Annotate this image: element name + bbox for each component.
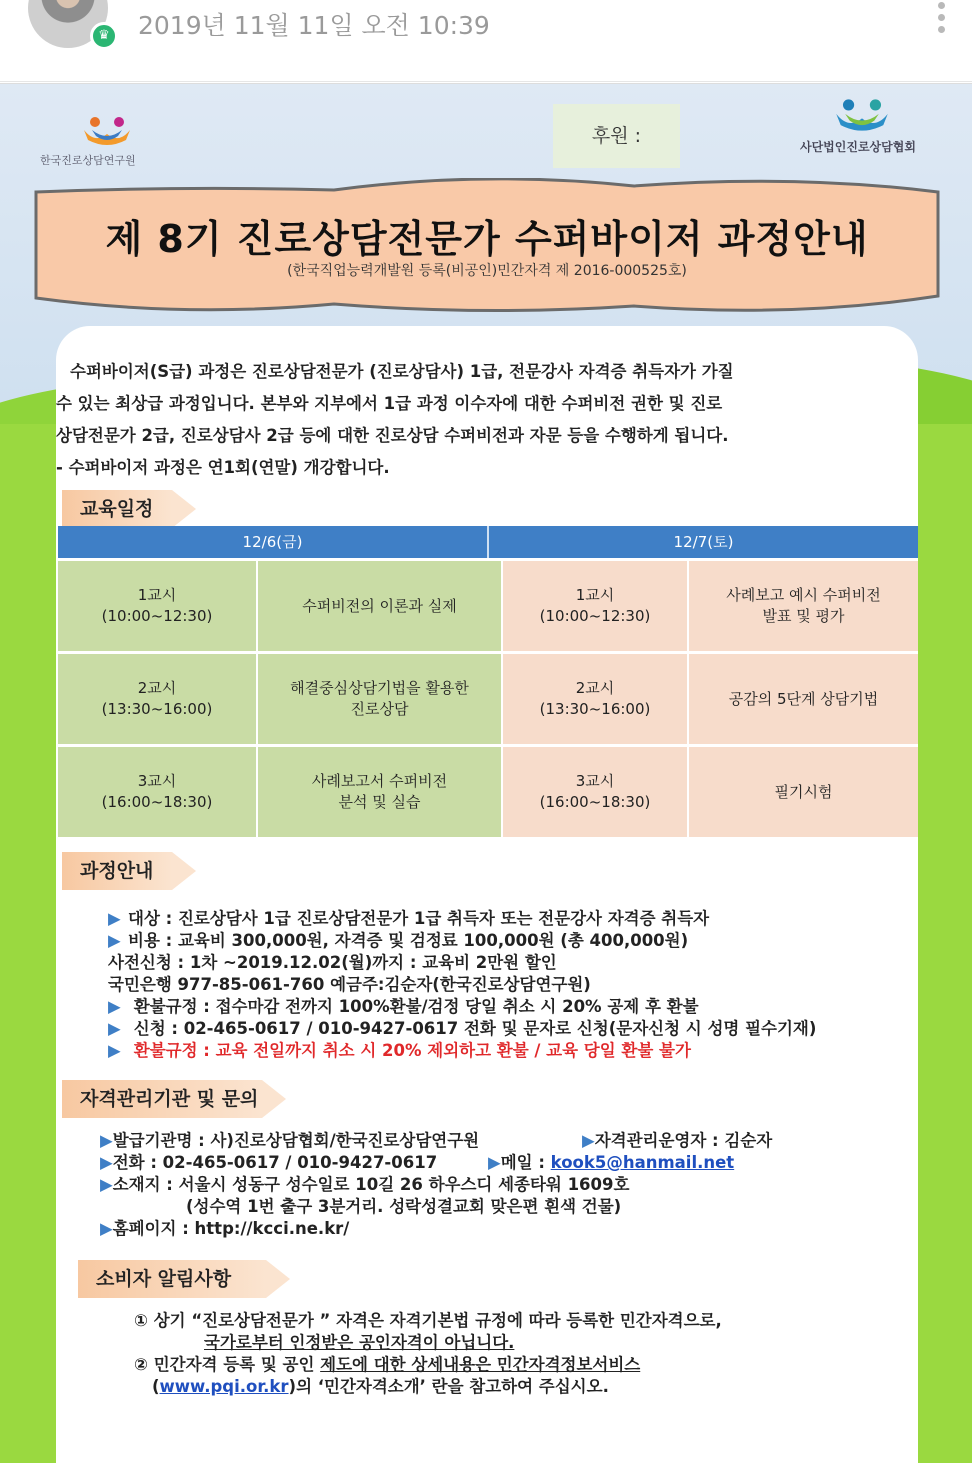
triangle-bullet-icon: ▶	[108, 1041, 121, 1060]
schedule-row	[58, 558, 918, 651]
period-cell: 1교시 (10:00~12:30)	[58, 561, 258, 651]
org-right-name: 사단법인진로상담협회	[800, 140, 916, 154]
subject-cell: 해결중심상담기법을 활용한 진로상담	[258, 654, 503, 744]
consumer-notice	[134, 1310, 722, 1398]
course-refund-policy: ▶ 환불규정 : 접수마감 전까지 100%환불/검정 당일 취소 시 20% 공제 후 환불	[108, 997, 699, 1016]
sponsor-label: 후원 :	[553, 104, 680, 168]
section-course: 과정안내	[62, 852, 172, 890]
intro-line: 수퍼바이저(S급) 과정은 진로상담전문가 (진로상담사) 1급, 전문강사 자격증 취득자가 가질	[70, 362, 734, 381]
course-cost: ▶ 비용 : 교육비 300,000원, 자격증 및 검정료 100,000원 (총 400,000원)	[108, 931, 689, 950]
schedule-table	[58, 526, 918, 837]
notice-line: ② 민간자격 등록 및 공인 제도에 대한 상세내용은 민간자격정보서비스	[134, 1355, 641, 1374]
page-subtitle: (한국직업능력개발원 등록(비공인)민간자격 제 2016-000525호)	[287, 263, 687, 279]
period-cell: 3교시 (16:00~18:30)	[503, 747, 689, 837]
intro-line: 수 있는 최상급 과정입니다. 본부와 지부에서 1급 과정 이수자에 대한 수퍼비전 권한 및 진로	[56, 394, 723, 413]
triangle-bullet-icon: ▶	[108, 1019, 121, 1038]
course-bank-account: 국민은행 977-85-061-760 예금주:김순자(한국진로상담연구원)	[108, 975, 591, 994]
mail-link[interactable]: kook5@hanmail.net	[550, 1153, 735, 1172]
people-logo-icon	[82, 116, 132, 146]
course-refund-warning: ▶ 환불규정 : 교육 전일까지 취소 시 20% 제외하고 환불 / 교육 당일 환불 불가	[108, 1041, 691, 1060]
schedule-header	[58, 526, 918, 558]
contact-mail: ▶메일 : kook5@hanmail.net	[488, 1153, 735, 1172]
contact-manager: ▶자격관리운영자 : 김순자	[582, 1131, 773, 1150]
logo-research-institute	[40, 116, 180, 168]
intro-line: - 수퍼바이저 과정은 연1회(연말) 개강합니다.	[56, 458, 390, 477]
triangle-bullet-icon: ▶	[582, 1131, 595, 1150]
course-apply: ▶ 신청 : 02-465-0617 / 010-9427-0617 전화 및 문자로 신청(문자신청 시 성명 필수기재)	[108, 1019, 817, 1038]
triangle-bullet-icon: ▶	[488, 1153, 501, 1172]
course-early-application: 사전신청 : 1차 ~2019.12.02(월)까지 : 교육비 2만원 할인	[108, 953, 557, 972]
section-notice: 소비자 알림사항	[78, 1260, 266, 1298]
schedule-row	[58, 651, 918, 744]
day2-header: 12/7(토)	[673, 533, 734, 551]
triangle-bullet-icon: ▶	[100, 1175, 113, 1194]
course-target: ▶ 대상 : 진로상담사 1급 진로상담전문가 1급 취득자 또는 전문강사 자격증 취득자	[108, 909, 710, 928]
title-banner	[34, 178, 940, 310]
contact-phone: ▶전화 : 02-465-0617 / 010-9427-0617	[100, 1153, 438, 1172]
triangle-bullet-icon: ▶	[108, 909, 121, 928]
section-schedule: 교육일정	[62, 490, 172, 528]
post-header	[0, 0, 972, 82]
subject-cell: 사례보고서 수퍼비전 분석 및 실습	[258, 747, 503, 837]
day1-header: 12/6(금)	[58, 526, 489, 558]
pqi-link[interactable]: www.pqi.or.kr	[159, 1377, 289, 1396]
org-left-name: 한국진로상담연구원	[40, 154, 136, 167]
period-cell: 2교시 (13:30~16:00)	[58, 654, 258, 744]
post-timestamp: 2019년 11월 11일 오전 10:39	[138, 11, 490, 40]
crown-badge-icon: ♛	[90, 22, 118, 50]
triangle-bullet-icon: ▶	[108, 997, 121, 1016]
contact-address-detail: (성수역 1번 출구 3분거리. 성락성결교회 맞은편 흰색 건물)	[186, 1197, 622, 1216]
period-cell: 3교시 (16:00~18:30)	[58, 747, 258, 837]
notice-line: ① 상기 “진로상담전문가 ” 자격은 자격기본법 규정에 따라 등록한 민간자격으로,	[134, 1311, 722, 1330]
subject-cell: 공감의 5단계 상담기법	[689, 654, 918, 744]
triangle-bullet-icon: ▶	[100, 1153, 113, 1172]
contact-address: ▶소재지 : 서울시 성동구 성수일로 10길 26 하우스디 세종타워 1609호	[100, 1175, 630, 1194]
notice-line: 국가로부터 인정받은 공인자격이 아닙니다.	[204, 1333, 515, 1352]
triangle-bullet-icon: ▶	[100, 1219, 113, 1238]
intro-line: 상담전문가 2급, 진로상담사 2급 등에 대한 진로상담 수퍼비전과 자문 등을 수행하게 됩니다.	[56, 426, 729, 445]
course-poster	[0, 83, 972, 1463]
section-contact: 자격관리기관 및 문의	[62, 1080, 262, 1118]
subject-cell: 수퍼비전의 이론과 실제	[258, 561, 503, 651]
period-cell: 2교시 (13:30~16:00)	[503, 654, 689, 744]
contact-issuer: ▶발급기관명 : 사)진로상담협회/한국진로상담연구원	[100, 1131, 480, 1150]
triangle-bullet-icon: ▶	[108, 931, 121, 950]
triangle-bullet-icon: ▶	[100, 1131, 113, 1150]
people-logo-icon	[834, 98, 890, 132]
notice-line: (www.pqi.or.kr)의 ‘민간자격소개’ 란을 참고하여 주십시오.	[152, 1377, 609, 1396]
subject-cell: 필기시험	[689, 747, 918, 837]
more-options-icon[interactable]	[936, 0, 946, 26]
schedule-row	[58, 744, 918, 837]
period-cell: 1교시 (10:00~12:30)	[503, 561, 689, 651]
page-title: 제 8기 진로상담전문가 수퍼바이저 과정안내	[105, 217, 869, 261]
logo-association	[800, 98, 930, 155]
subject-cell: 사례보고 예시 수퍼비전 발표 및 평가	[689, 561, 918, 651]
contact-homepage: ▶홈페이지 : http://kcci.ne.kr/	[100, 1219, 350, 1238]
intro-text	[56, 356, 868, 484]
